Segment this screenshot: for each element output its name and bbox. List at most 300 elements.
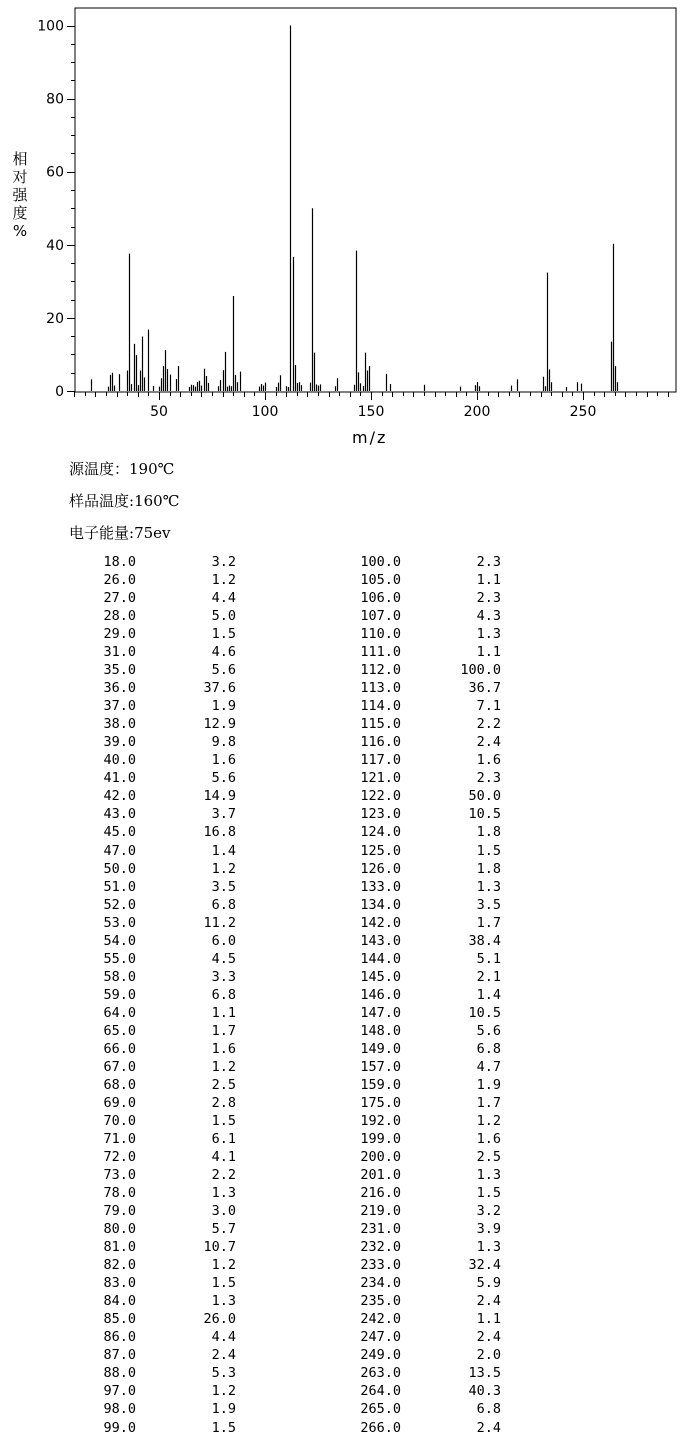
intensity-value: 1.6 <box>476 752 501 769</box>
mz-value: 123.0 <box>360 806 401 823</box>
intensity-value: 13.5 <box>468 1365 501 1382</box>
mz-value: 266.0 <box>360 1419 401 1436</box>
intensity-value: 1.3 <box>211 1293 236 1310</box>
intensity-value: 3.0 <box>211 1203 236 1220</box>
table-row <box>80 662 236 680</box>
table-row <box>345 1275 501 1293</box>
intensity-value: 3.5 <box>211 878 236 895</box>
mz-value: 65.0 <box>103 1022 136 1039</box>
intensity-value: 2.8 <box>211 1094 236 1111</box>
mz-value: 36.0 <box>103 680 136 697</box>
intensity-value: 3.7 <box>211 806 236 823</box>
table-row <box>80 608 236 626</box>
table-row <box>345 698 501 716</box>
table-row <box>345 1149 501 1167</box>
mz-value: 86.0 <box>103 1329 136 1346</box>
intensity-value: 1.7 <box>211 1022 236 1039</box>
table-row <box>345 1185 501 1203</box>
mz-value: 42.0 <box>103 788 136 805</box>
intensity-value: 5.1 <box>476 950 501 967</box>
mz-value: 38.0 <box>103 716 136 733</box>
mz-value: 149.0 <box>360 1040 401 1057</box>
intensity-value: 10.5 <box>468 806 501 823</box>
mz-value: 99.0 <box>103 1419 136 1436</box>
mz-value: 84.0 <box>103 1293 136 1310</box>
table-row <box>80 915 236 933</box>
y-axis-label-char: 对 <box>12 168 28 186</box>
intensity-value: 2.2 <box>211 1167 236 1184</box>
table-row <box>80 897 236 915</box>
table-row <box>345 1401 501 1419</box>
table-row <box>345 861 501 879</box>
intensity-value: 1.6 <box>211 752 236 769</box>
y-tick-label: 80 <box>46 91 64 108</box>
mz-value: 157.0 <box>360 1058 401 1075</box>
electron-energy-value: 75ev <box>134 524 171 542</box>
mz-value: 51.0 <box>103 878 136 895</box>
table-row <box>345 1131 501 1149</box>
table-row <box>80 1149 236 1167</box>
intensity-value: 1.5 <box>476 842 501 859</box>
mz-value: 29.0 <box>103 626 136 643</box>
table-row <box>345 1077 501 1095</box>
chart-ticks <box>37 19 668 421</box>
intensity-value: 2.4 <box>476 1419 501 1436</box>
x-tick-label: 150 <box>357 404 385 420</box>
table-row <box>80 680 236 698</box>
intensity-value: 6.8 <box>211 986 236 1003</box>
table-row <box>345 554 501 572</box>
table-row <box>80 1329 236 1347</box>
mz-value: 106.0 <box>360 590 401 607</box>
intensity-value: 1.1 <box>476 1311 501 1328</box>
table-row <box>345 626 501 644</box>
table-row <box>345 680 501 698</box>
mz-value: 134.0 <box>360 896 401 913</box>
x-tick-label: 200 <box>463 404 491 420</box>
sample-temperature <box>69 490 179 511</box>
mz-value: 52.0 <box>103 896 136 913</box>
table-row <box>345 1167 501 1185</box>
table-row <box>345 1420 501 1438</box>
table-row <box>345 933 501 951</box>
mz-value: 235.0 <box>360 1293 401 1310</box>
table-row <box>80 734 236 752</box>
intensity-value: 1.8 <box>476 824 501 841</box>
intensity-value: 1.5 <box>211 1275 236 1292</box>
intensity-value: 1.5 <box>476 1185 501 1202</box>
y-tick-label: 100 <box>37 18 64 35</box>
table-row <box>345 770 501 788</box>
table-row <box>80 1420 236 1438</box>
mz-value: 219.0 <box>360 1203 401 1220</box>
table-row <box>80 861 236 879</box>
mz-value: 122.0 <box>360 788 401 805</box>
y-tick-label: 20 <box>46 310 64 327</box>
intensity-value: 1.3 <box>476 878 501 895</box>
table-row <box>80 716 236 734</box>
intensity-value: 3.2 <box>476 1203 501 1220</box>
table-row <box>80 1203 236 1221</box>
mz-value: 124.0 <box>360 824 401 841</box>
peak-table-column <box>345 554 501 1438</box>
mz-value: 146.0 <box>360 986 401 1003</box>
intensity-value: 5.6 <box>211 662 236 679</box>
mz-value: 31.0 <box>103 644 136 661</box>
y-tick-label: 0 <box>55 384 64 400</box>
intensity-value: 4.4 <box>211 1329 236 1346</box>
intensity-value: 1.4 <box>211 842 236 859</box>
intensity-value: 2.0 <box>476 1347 501 1364</box>
mz-value: 107.0 <box>360 608 401 625</box>
table-row <box>345 1383 501 1401</box>
table-row <box>345 1221 501 1239</box>
mz-value: 231.0 <box>360 1221 401 1238</box>
mz-value: 98.0 <box>103 1401 136 1418</box>
table-row <box>345 969 501 987</box>
intensity-value: 2.4 <box>476 1293 501 1310</box>
intensity-value: 40.3 <box>468 1383 501 1400</box>
mz-value: 126.0 <box>360 860 401 877</box>
intensity-value: 4.7 <box>476 1058 501 1075</box>
table-row <box>80 644 236 662</box>
sample-temperature-value: 160℃ <box>134 492 180 510</box>
mz-value: 148.0 <box>360 1022 401 1039</box>
y-axis-label-char: 强 <box>12 186 28 204</box>
mz-value: 43.0 <box>103 806 136 823</box>
intensity-value: 5.9 <box>476 1275 501 1292</box>
table-row <box>80 1077 236 1095</box>
mz-value: 70.0 <box>103 1112 136 1129</box>
table-row <box>345 716 501 734</box>
table-row <box>345 987 501 1005</box>
table-row <box>80 1095 236 1113</box>
intensity-value: 10.7 <box>203 1239 236 1256</box>
mz-value: 55.0 <box>103 950 136 967</box>
intensity-value: 6.8 <box>211 896 236 913</box>
table-row <box>80 1293 236 1311</box>
intensity-value: 4.4 <box>211 590 236 607</box>
table-row <box>80 788 236 806</box>
mz-value: 110.0 <box>360 626 401 643</box>
mz-value: 105.0 <box>360 572 401 589</box>
intensity-value: 6.8 <box>476 1401 501 1418</box>
mz-value: 40.0 <box>103 752 136 769</box>
intensity-value: 5.7 <box>211 1221 236 1238</box>
mz-value: 80.0 <box>103 1221 136 1238</box>
mz-value: 47.0 <box>103 842 136 859</box>
table-row <box>345 1311 501 1329</box>
intensity-value: 1.6 <box>476 1131 501 1147</box>
y-axis-label-char: 度 <box>12 204 28 222</box>
mz-value: 26.0 <box>103 572 136 589</box>
mz-value: 200.0 <box>360 1149 401 1166</box>
table-row <box>345 1293 501 1311</box>
table-row <box>80 1185 236 1203</box>
intensity-value: 2.5 <box>211 1076 236 1093</box>
table-row <box>80 987 236 1005</box>
intensity-value: 38.4 <box>468 932 501 949</box>
intensity-value: 1.2 <box>476 1112 501 1129</box>
table-row <box>80 1059 236 1077</box>
plot-frame <box>75 8 676 392</box>
table-row <box>345 662 501 680</box>
sample-temperature-label: 样品温度: <box>69 492 135 510</box>
table-row <box>345 915 501 933</box>
mz-value: 117.0 <box>360 752 401 769</box>
intensity-value: 2.2 <box>476 716 501 733</box>
intensity-value: 36.7 <box>468 680 501 697</box>
intensity-value: 100.0 <box>460 662 501 679</box>
intensity-value: 1.1 <box>476 572 501 589</box>
table-row <box>80 1401 236 1419</box>
table-row <box>345 879 501 897</box>
y-axis-label-char: % <box>12 222 28 240</box>
intensity-value: 2.4 <box>476 734 501 751</box>
mz-value: 68.0 <box>103 1076 136 1093</box>
intensity-value: 1.1 <box>211 1004 236 1021</box>
intensity-value: 10.5 <box>468 1004 501 1021</box>
mz-value: 39.0 <box>103 734 136 751</box>
intensity-value: 1.1 <box>476 644 501 661</box>
source-temperature-label: 源温度： <box>69 460 130 478</box>
intensity-value: 3.5 <box>476 896 501 913</box>
intensity-value: 2.4 <box>211 1347 236 1364</box>
source-temperature <box>69 458 174 479</box>
table-row <box>80 1005 236 1023</box>
table-row <box>80 1257 236 1275</box>
table-row <box>80 572 236 590</box>
intensity-value: 1.2 <box>211 1058 236 1075</box>
intensity-value: 1.5 <box>211 1419 236 1436</box>
table-row <box>345 752 501 770</box>
intensity-value: 2.4 <box>476 1329 501 1346</box>
table-row <box>80 1347 236 1365</box>
mz-value: 37.0 <box>103 698 136 715</box>
table-row <box>345 590 501 608</box>
intensity-value: 1.7 <box>476 914 501 931</box>
intensity-value: 1.2 <box>211 572 236 589</box>
mz-value: 73.0 <box>103 1167 136 1184</box>
mz-value: 142.0 <box>360 914 401 931</box>
table-row <box>80 951 236 969</box>
y-tick-label: 60 <box>46 164 64 181</box>
mz-value: 28.0 <box>103 608 136 625</box>
x-tick-label: 50 <box>150 404 168 420</box>
mz-value: 71.0 <box>103 1131 136 1147</box>
table-row <box>345 1347 501 1365</box>
table-row <box>345 788 501 806</box>
intensity-value: 1.2 <box>211 860 236 877</box>
intensity-value: 5.0 <box>211 608 236 625</box>
mz-value: 192.0 <box>360 1112 401 1129</box>
mz-value: 78.0 <box>103 1185 136 1202</box>
mz-value: 242.0 <box>360 1311 401 1328</box>
intensity-value: 1.6 <box>211 1040 236 1057</box>
mz-value: 112.0 <box>360 662 401 679</box>
mz-value: 125.0 <box>360 842 401 859</box>
table-row <box>345 843 501 861</box>
intensity-value: 1.3 <box>476 1239 501 1256</box>
intensity-value: 26.0 <box>203 1311 236 1328</box>
table-row <box>345 1005 501 1023</box>
table-row <box>345 644 501 662</box>
intensity-value: 12.9 <box>203 716 236 733</box>
table-row <box>345 572 501 590</box>
table-row <box>80 1275 236 1293</box>
table-row <box>345 1365 501 1383</box>
table-row <box>80 752 236 770</box>
table-row <box>80 933 236 951</box>
intensity-value: 1.9 <box>211 1401 236 1418</box>
peak-table-column <box>80 554 236 1438</box>
mz-value: 72.0 <box>103 1149 136 1166</box>
table-row <box>80 1023 236 1041</box>
table-row <box>80 698 236 716</box>
intensity-value: 4.5 <box>211 950 236 967</box>
mz-value: 263.0 <box>360 1365 401 1382</box>
chart-axes <box>75 8 676 392</box>
electron-energy-label: 电子能量: <box>69 524 135 542</box>
table-row <box>345 1257 501 1275</box>
mz-value: 144.0 <box>360 950 401 967</box>
table-row <box>345 1095 501 1113</box>
intensity-value: 11.2 <box>203 914 236 931</box>
table-row <box>80 554 236 572</box>
mz-value: 201.0 <box>360 1167 401 1184</box>
intensity-value: 1.8 <box>476 860 501 877</box>
intensity-value: 2.1 <box>476 968 501 985</box>
electron-energy <box>69 522 171 543</box>
mz-value: 18.0 <box>103 554 136 570</box>
mz-value: 233.0 <box>360 1257 401 1274</box>
table-row <box>345 1113 501 1131</box>
table-row <box>80 1221 236 1239</box>
intensity-value: 1.3 <box>211 1185 236 1202</box>
intensity-value: 3.3 <box>211 968 236 985</box>
mz-value: 111.0 <box>360 644 401 661</box>
intensity-value: 2.3 <box>476 554 501 570</box>
intensity-value: 7.1 <box>476 698 501 715</box>
table-row <box>80 770 236 788</box>
intensity-value: 4.1 <box>211 1149 236 1166</box>
table-row <box>345 1239 501 1257</box>
mz-value: 121.0 <box>360 770 401 787</box>
intensity-value: 6.8 <box>476 1040 501 1057</box>
mz-value: 232.0 <box>360 1239 401 1256</box>
mz-value: 143.0 <box>360 932 401 949</box>
mz-value: 115.0 <box>360 716 401 733</box>
table-row <box>80 590 236 608</box>
intensity-value: 1.4 <box>476 986 501 1003</box>
mz-value: 58.0 <box>103 968 136 985</box>
intensity-value: 16.8 <box>203 824 236 841</box>
mz-value: 264.0 <box>360 1383 401 1400</box>
mz-value: 116.0 <box>360 734 401 751</box>
mz-value: 83.0 <box>103 1275 136 1292</box>
mz-value: 59.0 <box>103 986 136 1003</box>
chart-bars <box>92 26 618 392</box>
intensity-value: 1.2 <box>211 1257 236 1274</box>
mz-value: 27.0 <box>103 590 136 607</box>
table-row <box>80 1365 236 1383</box>
intensity-value: 32.4 <box>468 1257 501 1274</box>
mz-value: 88.0 <box>103 1365 136 1382</box>
intensity-value: 5.6 <box>476 1022 501 1039</box>
table-row <box>80 626 236 644</box>
intensity-value: 4.6 <box>211 644 236 661</box>
table-row <box>345 1329 501 1347</box>
mz-value: 50.0 <box>103 860 136 877</box>
mz-value: 247.0 <box>360 1329 401 1346</box>
intensity-value: 1.3 <box>476 1167 501 1184</box>
mass-spectrum-chart <box>0 0 680 450</box>
intensity-value: 14.9 <box>203 788 236 805</box>
mz-value: 87.0 <box>103 1347 136 1364</box>
intensity-value: 6.1 <box>211 1131 236 1147</box>
mz-value: 113.0 <box>360 680 401 697</box>
table-row <box>80 1131 236 1149</box>
mz-value: 175.0 <box>360 1094 401 1111</box>
mz-value: 199.0 <box>360 1131 401 1147</box>
mz-value: 79.0 <box>103 1203 136 1220</box>
intensity-value: 1.9 <box>211 698 236 715</box>
x-tick-label: 100 <box>251 404 279 420</box>
intensity-value: 5.3 <box>211 1365 236 1382</box>
mz-value: 67.0 <box>103 1058 136 1075</box>
y-tick-label: 40 <box>46 237 64 254</box>
intensity-value: 1.5 <box>211 1112 236 1129</box>
mz-value: 66.0 <box>103 1040 136 1057</box>
intensity-value: 2.3 <box>476 590 501 607</box>
mz-value: 53.0 <box>103 914 136 931</box>
table-row <box>80 1311 236 1329</box>
mz-value: 114.0 <box>360 698 401 715</box>
x-axis-label: m/z <box>352 428 388 447</box>
mz-value: 216.0 <box>360 1185 401 1202</box>
intensity-value: 4.3 <box>476 608 501 625</box>
mz-value: 54.0 <box>103 932 136 949</box>
table-row <box>345 1023 501 1041</box>
intensity-value: 9.8 <box>211 734 236 751</box>
intensity-value: 1.7 <box>476 1094 501 1111</box>
table-row <box>345 1203 501 1221</box>
mz-value: 145.0 <box>360 968 401 985</box>
table-row <box>80 1113 236 1131</box>
table-row <box>80 1383 236 1401</box>
mz-value: 41.0 <box>103 770 136 787</box>
intensity-value: 50.0 <box>468 788 501 805</box>
intensity-value: 2.3 <box>476 770 501 787</box>
table-row <box>345 806 501 824</box>
intensity-value: 5.6 <box>211 770 236 787</box>
mz-value: 234.0 <box>360 1275 401 1292</box>
table-row <box>345 734 501 752</box>
table-row <box>80 1041 236 1059</box>
mz-value: 147.0 <box>360 1004 401 1021</box>
intensity-value: 1.3 <box>476 626 501 643</box>
mz-value: 81.0 <box>103 1239 136 1256</box>
intensity-value: 3.2 <box>211 554 236 570</box>
mz-value: 85.0 <box>103 1311 136 1328</box>
mz-value: 64.0 <box>103 1004 136 1021</box>
table-row <box>80 1239 236 1257</box>
intensity-value: 1.5 <box>211 626 236 643</box>
mz-value: 100.0 <box>360 554 401 570</box>
mz-value: 35.0 <box>103 662 136 679</box>
table-row <box>80 806 236 824</box>
intensity-value: 3.9 <box>476 1221 501 1238</box>
